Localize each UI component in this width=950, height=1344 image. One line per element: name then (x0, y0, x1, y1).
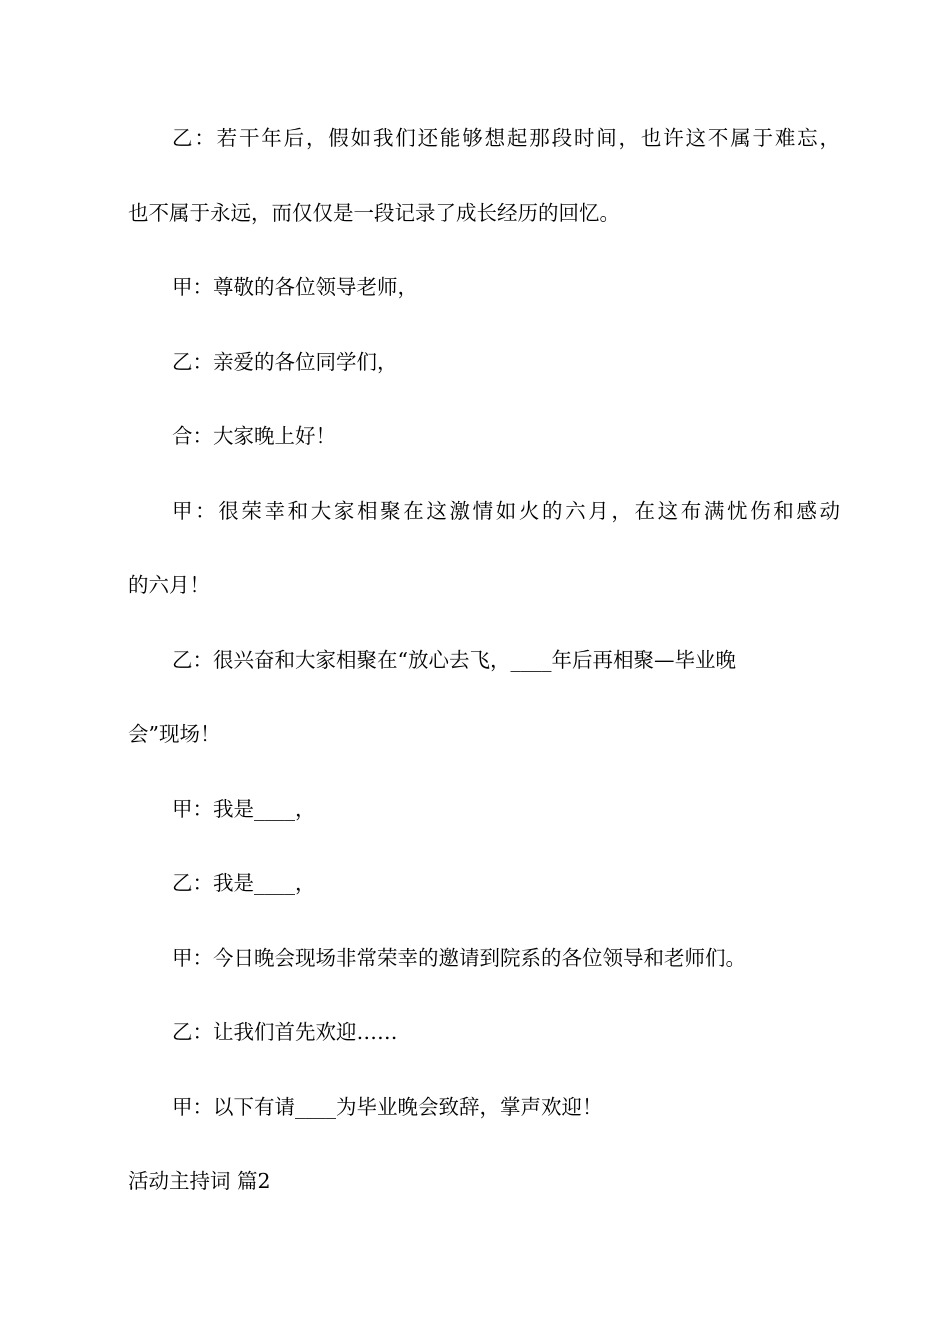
paragraph-line: 甲：尊敬的各位领导老师， (172, 275, 418, 299)
paragraph-line: 甲：很荣幸和大家相聚在这激情如火的六月，在这布满忧伤和感动 (172, 499, 840, 523)
paragraph-line: 会”现场！ (128, 722, 221, 746)
paragraph-line: 乙：让我们首先欢迎…… (172, 1020, 398, 1044)
paragraph-line: 乙：若干年后，假如我们还能够想起那段时间，也许这不属于难忘， (172, 126, 840, 150)
paragraph-line: 乙：亲爱的各位同学们， (172, 350, 398, 374)
paragraph-line: 乙：我是____， (172, 871, 316, 895)
paragraph-line: 甲：今日晚会现场非常荣幸的邀请到院系的各位领导和老师们。 (172, 946, 746, 970)
paragraph-line: 甲：我是____， (172, 797, 316, 821)
paragraph-line: 也不属于永远，而仅仅是一段记录了成长经历的回忆。 (128, 201, 620, 225)
paragraph-line: 甲：以下有请____为毕业晚会致辞，掌声欢迎！ (172, 1095, 603, 1119)
section-heading: 活动主持词 篇2 (128, 1169, 271, 1193)
paragraph-line: 合：大家晚上好！ (172, 424, 336, 448)
paragraph-line: 乙：很兴奋和大家相聚在“放心去飞，____年后再相聚—毕业晚 (172, 648, 736, 672)
paragraph-line: 的六月！ (128, 573, 210, 597)
